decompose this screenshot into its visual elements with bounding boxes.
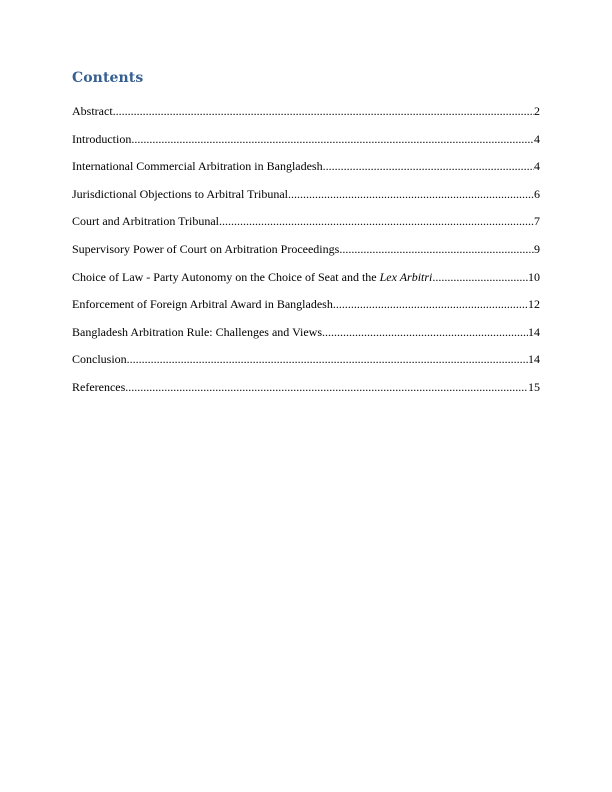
toc-entry-supervisory-power[interactable] — [72, 242, 540, 270]
toc-entry-title-text: References — [72, 379, 126, 394]
toc-entry-title — [72, 104, 113, 119]
toc-entry-title-text: Bangladesh Arbitration Rule: Challenges and Views — [72, 324, 323, 339]
toc-entry-page: 9 — [534, 241, 540, 256]
toc-entry-conclusion[interactable] — [72, 352, 540, 380]
toc-entry-page: 15 — [528, 379, 540, 394]
toc-entry-title — [72, 297, 333, 312]
toc-entry-title-text: Supervisory Power of Court on Arbitration Proceedings — [72, 241, 340, 256]
toc-entry-page: 4 — [534, 131, 540, 146]
toc-entry-title-text: Introduction — [72, 131, 132, 146]
toc-entry-title-text: Abstract — [72, 104, 113, 118]
toc-entry-page: 4 — [534, 159, 540, 174]
dot-leader — [113, 104, 534, 119]
toc-heading: Contents — [72, 70, 144, 86]
toc-entry-title — [72, 159, 323, 174]
dot-leader — [288, 187, 534, 202]
toc-entry-title — [72, 325, 322, 340]
toc-entry-title — [72, 270, 432, 285]
toc-entry-page: 2 — [534, 104, 540, 118]
toc-entry-page: 12 — [528, 297, 540, 312]
dot-leader — [125, 380, 528, 395]
toc-entry-title — [72, 187, 288, 202]
dot-leader — [219, 214, 534, 229]
toc-entry-page: 6 — [534, 186, 540, 201]
dot-leader — [333, 297, 528, 312]
toc-entry-title — [72, 242, 339, 257]
dot-leader — [323, 159, 534, 174]
toc-entry-page: 14 — [528, 324, 540, 339]
toc-entry-jurisdictional-objections[interactable] — [72, 187, 540, 215]
toc-entry-title — [72, 352, 127, 367]
toc-entry-abstract[interactable] — [72, 104, 540, 132]
toc-entry-international-commercial-arbitration[interactable] — [72, 159, 540, 187]
toc-entry-title-text: Court and Arbitration Tribunal — [72, 214, 219, 229]
toc-entry-title — [72, 380, 125, 395]
toc-entry-enforcement[interactable] — [72, 297, 540, 325]
toc-entry-title-text: International Commercial Arbitration in Bangladesh — [72, 159, 323, 174]
toc-entry-title — [72, 214, 219, 229]
toc-entry-page: 7 — [534, 214, 540, 229]
toc-entry-title-text: Enforcement of Foreign Arbitral Award in Bangladesh — [72, 297, 333, 312]
toc-entry-title-italic: Lex Arbitri — [379, 269, 433, 284]
dot-leader — [432, 270, 528, 285]
dot-leader — [127, 352, 528, 367]
dot-leader — [339, 242, 534, 257]
toc-entry-references[interactable] — [72, 380, 540, 408]
toc-entry-page: 10 — [528, 269, 540, 284]
dot-leader — [131, 132, 534, 147]
toc-list — [72, 104, 540, 408]
toc-entry-title — [72, 132, 131, 147]
toc-entry-title-text: Conclusion — [72, 352, 127, 367]
toc-entry-title-text: Choice of Law - Party Autonomy on the Choice of Seat and the — [72, 269, 380, 284]
toc-entry-court-and-tribunal[interactable] — [72, 214, 540, 242]
dot-leader — [322, 325, 528, 340]
toc-entry-title-text: Jurisdictional Objections to Arbitral Tribunal — [72, 186, 288, 201]
toc-entry-arbitration-rule[interactable] — [72, 325, 540, 353]
toc-entry-choice-of-law[interactable] — [72, 270, 540, 298]
toc-entry-introduction[interactable] — [72, 132, 540, 160]
toc-entry-page: 14 — [528, 352, 540, 367]
